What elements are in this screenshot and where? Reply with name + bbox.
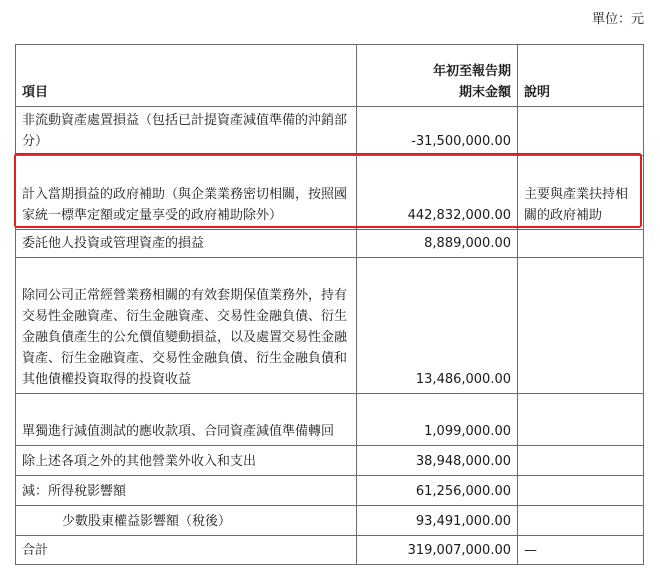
total-note: — [518, 536, 644, 565]
total-row [16, 536, 644, 565]
row-label: 計入當期損益的政府補助（與企業業務密切相關，按照國家統一標準定額或定量享受的政府補助除外） [16, 156, 357, 230]
table-row [16, 506, 644, 536]
row-label: 單獨進行減值測試的應收款項、合同資產減值準備轉回 [16, 394, 357, 446]
header-amount-line1: 年初至報告期 [432, 64, 511, 79]
table-row [16, 394, 644, 446]
row-label: 委託他人投資或管理資產的損益 [16, 230, 357, 258]
row-note [518, 230, 644, 258]
row-label: 非流動資產處置損益（包括已計提資產減值準備的沖銷部分） [16, 107, 357, 156]
header-row [16, 45, 644, 107]
header-item: 項目 [16, 45, 357, 107]
table-row [16, 476, 644, 506]
row-amount: 61,256,000.00 [357, 476, 518, 506]
row-label: 減：所得稅影響額 [16, 476, 357, 506]
header-note: 說明 [518, 45, 644, 107]
table-row [16, 107, 644, 156]
row-amount: -31,500,000.00 [357, 107, 518, 156]
total-label: 合計 [16, 536, 357, 565]
row-amount: 93,491,000.00 [357, 506, 518, 536]
row-amount: 13,486,000.00 [357, 258, 518, 394]
row-note [518, 107, 644, 156]
row-label: 除上述各項之外的其他營業外收入和支出 [16, 446, 357, 476]
table-row [16, 446, 644, 476]
unit-label: 單位：元 [591, 12, 644, 27]
row-note [518, 258, 644, 394]
row-amount: 442,832,000.00 [357, 156, 518, 230]
row-note [518, 506, 644, 536]
table-row [16, 230, 644, 258]
row-label: 除同公司正常經營業務相關的有效套期保值業務外，持有交易性金融資產、衍生金融資產、交易性金融負債、衍生金融負債產生的公允價值變動損益，以及處置交易性金融資產、衍生金融資產、交易性金融負債、衍生金融負債和其他債權投資取得的投資收益 [16, 258, 357, 394]
financial-table [15, 44, 644, 565]
row-amount: 8,889,000.00 [357, 230, 518, 258]
table-row [16, 258, 644, 394]
row-note: 主要與產業扶持相關的政府補助 [518, 156, 644, 230]
header-amount [357, 45, 518, 107]
row-amount: 38,948,000.00 [357, 446, 518, 476]
row-amount: 1,099,000.00 [357, 394, 518, 446]
header-amount-line2: 期末金額 [458, 85, 511, 100]
row-note [518, 394, 644, 446]
row-label: 少數股東權益影響額（稅後） [16, 506, 357, 536]
total-amount: 319,007,000.00 [357, 536, 518, 565]
table-row [16, 156, 644, 230]
row-note [518, 446, 644, 476]
row-note [518, 476, 644, 506]
